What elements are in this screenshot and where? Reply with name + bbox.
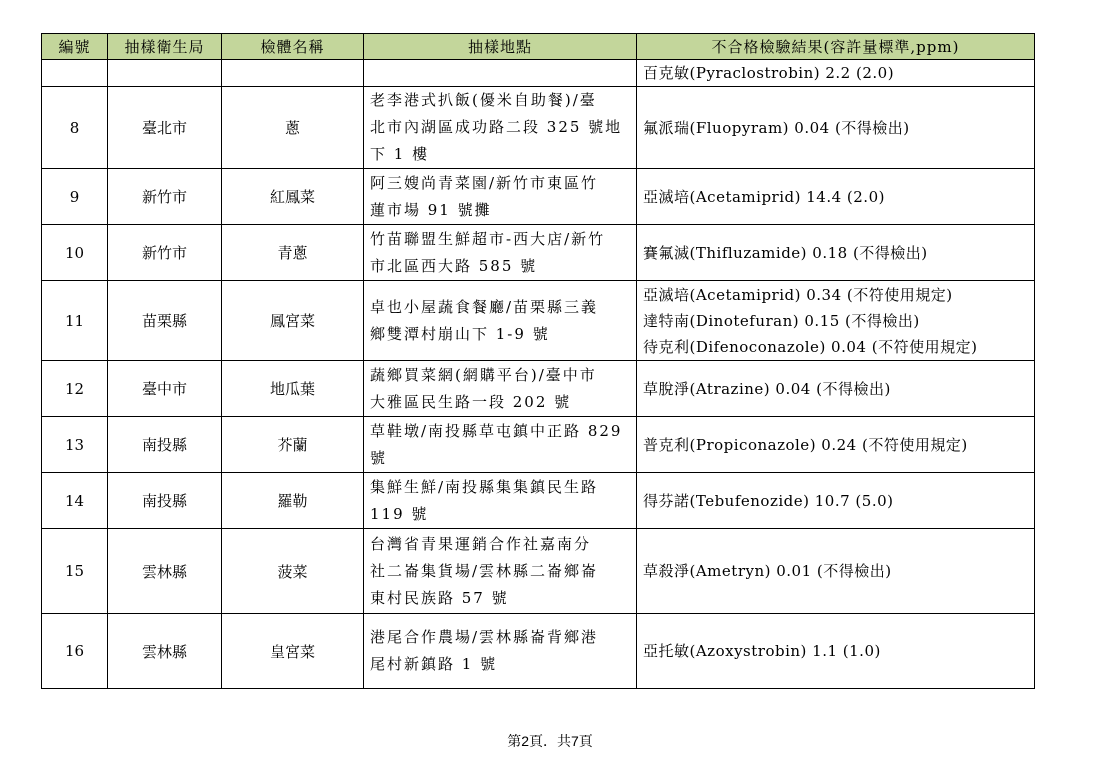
table-row — [42, 225, 1035, 281]
table-row — [42, 60, 1035, 87]
cell-sample: 蔥 — [222, 87, 364, 169]
column-header-number: 編號 — [42, 34, 108, 60]
table-row — [42, 417, 1035, 473]
location-line: 下 1 樓 — [370, 145, 430, 163]
location-line: 阿三嫂尚青菜園/新竹市東區竹 — [370, 173, 599, 192]
cell-location — [364, 60, 637, 87]
column-header-sample: 檢體名稱 — [222, 34, 364, 60]
table-row — [42, 473, 1035, 529]
location-line: 市北區西大路 585 號 — [370, 256, 538, 275]
cell-result — [637, 87, 1035, 169]
cell-sample: 青蔥 — [222, 225, 364, 281]
result-line: 得芬諾(Tebufenozide) 10.7 (5.0) — [643, 491, 894, 510]
cell-location — [364, 169, 637, 225]
result-line: 百克敏(Pyraclostrobin) 2.2 (2.0) — [643, 64, 895, 82]
location-line: 老李港式扒飯(優米自助餐)/臺 — [370, 91, 597, 109]
result-line: 氟派瑞(Fluopyram) 0.04 (不得檢出) — [643, 118, 910, 137]
table-body — [42, 60, 1035, 689]
cell-number: 8 — [42, 87, 108, 169]
result-line: 待克利(Difenoconazole) 0.04 (不符使用規定) — [643, 337, 978, 356]
cell-bureau: 新竹市 — [108, 225, 222, 281]
result-line: 亞滅培(Acetamiprid) 14.4 (2.0) — [643, 187, 885, 206]
result-line: 草脫淨(Atrazine) 0.04 (不得檢出) — [643, 379, 891, 398]
cell-sample: 紅鳳菜 — [222, 169, 364, 225]
cell-number: 14 — [42, 473, 108, 529]
result-line: 普克利(Propiconazole) 0.24 (不符使用規定) — [643, 435, 968, 454]
result-line: 亞滅培(Acetamiprid) 0.34 (不符使用規定) — [643, 285, 953, 304]
cell-location — [364, 281, 637, 361]
location-line: 蓮市場 91 號攤 — [370, 200, 492, 219]
table-row — [42, 529, 1035, 614]
cell-location — [364, 87, 637, 169]
cell-number — [42, 60, 108, 87]
cell-bureau: 新竹市 — [108, 169, 222, 225]
location-line: 東村民族路 57 號 — [370, 588, 509, 607]
cell-sample: 芥蘭 — [222, 417, 364, 473]
column-header-location: 抽樣地點 — [364, 34, 637, 60]
cell-bureau — [108, 60, 222, 87]
cell-sample: 羅勒 — [222, 473, 364, 529]
cell-result — [637, 281, 1035, 361]
table-row — [42, 614, 1035, 689]
location-line: 蔬鄉買菜網(網購平台)/臺中市 — [370, 365, 597, 384]
cell-number: 11 — [42, 281, 108, 361]
cell-location — [364, 614, 637, 689]
column-header-result: 不合格檢驗結果(容許量標準,ppm) — [637, 34, 1035, 60]
cell-number: 9 — [42, 169, 108, 225]
cell-sample: 地瓜葉 — [222, 361, 364, 417]
cell-result — [637, 529, 1035, 614]
cell-location — [364, 417, 637, 473]
location-line: 竹苗聯盟生鮮超市-西大店/新竹 — [370, 229, 606, 248]
location-line: 119 號 — [370, 504, 429, 523]
cell-location — [364, 473, 637, 529]
location-line: 北市內湖區成功路二段 325 號地 — [370, 118, 623, 136]
cell-number: 16 — [42, 614, 108, 689]
cell-sample: 鳳宮菜 — [222, 281, 364, 361]
result-line: 賽氟滅(Thifluzamide) 0.18 (不得檢出) — [643, 243, 928, 262]
cell-number: 15 — [42, 529, 108, 614]
cell-bureau: 南投縣 — [108, 473, 222, 529]
result-line: 亞托敏(Azoxystrobin) 1.1 (1.0) — [643, 642, 881, 660]
cell-location — [364, 529, 637, 614]
table-header-row — [42, 34, 1035, 60]
cell-bureau: 臺中市 — [108, 361, 222, 417]
location-line: 大雅區民生路一段 202 號 — [370, 392, 572, 411]
cell-location — [364, 225, 637, 281]
cell-number: 12 — [42, 361, 108, 417]
location-line: 草鞋墩/南投縣草屯鎮中正路 829 — [370, 421, 623, 440]
location-line: 港尾合作農場/雲林縣崙背鄉港 — [370, 628, 599, 646]
cell-bureau: 苗栗縣 — [108, 281, 222, 361]
table-row — [42, 281, 1035, 361]
cell-result — [637, 169, 1035, 225]
table-row — [42, 169, 1035, 225]
location-line: 集鮮生鮮/南投縣集集鎮民生路 — [370, 477, 599, 496]
cell-sample: 菠菜 — [222, 529, 364, 614]
column-header-bureau: 抽樣衛生局 — [108, 34, 222, 60]
table-row — [42, 87, 1035, 169]
location-line: 尾村新鎮路 1 號 — [370, 655, 498, 673]
table-row — [42, 361, 1035, 417]
cell-bureau: 雲林縣 — [108, 614, 222, 689]
cell-result — [637, 473, 1035, 529]
cell-result — [637, 60, 1035, 87]
cell-number: 10 — [42, 225, 108, 281]
cell-location — [364, 361, 637, 417]
cell-bureau: 雲林縣 — [108, 529, 222, 614]
cell-result — [637, 225, 1035, 281]
inspection-table — [41, 33, 1035, 689]
result-line: 達特南(Dinotefuran) 0.15 (不得檢出) — [643, 311, 920, 330]
location-line: 號 — [370, 448, 388, 467]
cell-result — [637, 614, 1035, 689]
cell-result — [637, 361, 1035, 417]
cell-bureau: 臺北市 — [108, 87, 222, 169]
cell-sample: 皇宮菜 — [222, 614, 364, 689]
location-line: 台灣省青果運銷合作社嘉南分 — [370, 534, 592, 553]
location-line: 社二崙集貨場/雲林縣二崙鄉崙 — [370, 561, 599, 580]
cell-result — [637, 417, 1035, 473]
cell-sample — [222, 60, 364, 87]
location-line: 卓也小屋蔬食餐廳/苗栗縣三義 — [370, 297, 599, 316]
cell-bureau: 南投縣 — [108, 417, 222, 473]
location-line: 鄉雙潭村崩山下 1-9 號 — [370, 324, 550, 343]
result-line: 草殺淨(Ametryn) 0.01 (不得檢出) — [643, 562, 892, 580]
page-footer: 第2頁．共7頁 — [507, 733, 593, 749]
cell-number: 13 — [42, 417, 108, 473]
